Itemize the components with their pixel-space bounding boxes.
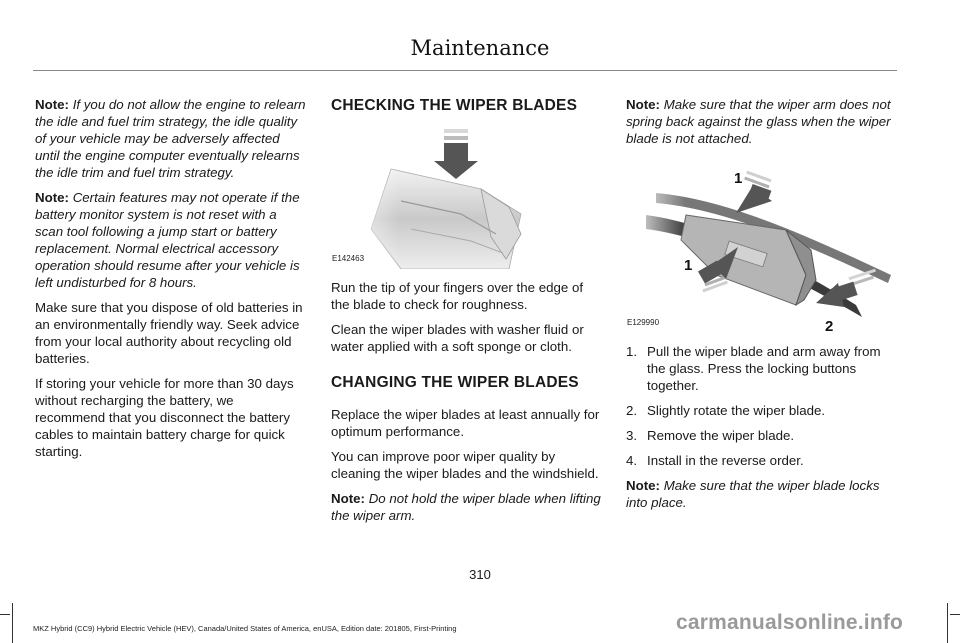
figure-wiper-removal: [626, 155, 898, 333]
list-item: 3. Remove the wiper blade.: [626, 428, 795, 443]
section-heading-changing: CHANGING THE WIPER BLADES: [331, 374, 579, 391]
section-heading-checking: CHECKING THE WIPER BLADES: [331, 97, 578, 114]
column-2: [331, 96, 603, 532]
paragraph-check-roughness: Run the tip of your fingers over the edge of the blade to check for roughness.: [331, 280, 584, 312]
note-battery-idle: [35, 96, 307, 181]
paragraph-replace-annually: Replace the wiper blades at least annually for optimum performance.: [331, 407, 600, 439]
note-label: Note:: [626, 97, 660, 112]
paragraph-clean-blades: Clean the wiper blades with washer fluid or water applied with a soft sponge or cloth.: [331, 322, 584, 354]
wiper-blade-check-illustration: [331, 129, 603, 269]
watermark: carmanualsonline.info: [676, 611, 904, 634]
note-label: Note:: [35, 97, 69, 112]
list-item: 4. Install in the reverse order.: [626, 453, 804, 468]
note-text: If you do not allow the engine to relearn the idle and fuel trim strategy, the idle quality of your vehicle may be adversely affected until the engine computer eventually relearns the idle trim and fuel trim strategy.: [35, 97, 306, 180]
callout-1-lower: 1: [684, 257, 693, 274]
note-text: Do not hold the wiper blade when lifting the wiper arm.: [331, 491, 601, 523]
list-item: 1. Pull the wiper blade and arm away from the glass. Press the locking buttons together.: [626, 344, 881, 393]
note-blade-locks: [626, 477, 898, 511]
crop-mark: [947, 603, 948, 643]
figure-code: E129990: [627, 318, 660, 327]
column-3: [626, 96, 898, 519]
note-wiper-arm: [626, 96, 898, 147]
note-label: Note:: [35, 190, 69, 205]
removal-steps-list: [626, 343, 898, 469]
crop-mark: [12, 603, 13, 643]
page-number: 310: [469, 567, 491, 582]
callout-1-upper: 1: [734, 170, 743, 187]
column-1: [35, 96, 307, 468]
page-title: Maintenance: [410, 36, 550, 60]
callout-2: 2: [825, 318, 834, 333]
crop-mark: [950, 614, 960, 615]
paragraph-improve-quality: You can improve poor wiper quality by cleaning the wiper blades and the windshield.: [331, 449, 599, 481]
figure-wiper-blade-check: [331, 129, 603, 269]
note-label: Note:: [626, 478, 660, 493]
wiper-removal-illustration: [626, 155, 898, 333]
paragraph-dispose-batteries: Make sure that you dispose of old batteries in an environmentally friendly way. Seek advice from your local authority about recycling old batteries.: [35, 300, 303, 366]
note-text: Make sure that the wiper blade locks into place.: [626, 478, 880, 510]
note-label: Note:: [331, 491, 365, 506]
note-text: Make sure that the wiper arm does not spring back against the glass when the wiper blade is not attached.: [626, 97, 891, 146]
note-hold-blade: [331, 490, 603, 524]
list-item: 2. Slightly rotate the wiper blade.: [626, 403, 826, 418]
note-text: Certain features may not operate if the battery monitor system is not reset with a scan tool following a jump start or battery replacement. Normal electrical accessory operation should resume after your vehicle is left undisturbed for 8 hours.: [35, 190, 300, 290]
paragraph-storing-vehicle: If storing your vehicle for more than 30 days without recharging the battery, we recommend that you disconnect the battery cables to maintain battery charge for quick starting.: [35, 376, 294, 459]
footer-edition-text: MKZ Hybrid (CC9) Hybrid Electric Vehicle (HEV), Canada/United States of America, enUSA, Edition date: 201805, First-Printing: [33, 624, 457, 633]
crop-mark: [0, 614, 10, 615]
figure-code: E142463: [332, 254, 365, 263]
note-battery-monitor: [35, 189, 307, 291]
header-rule: [33, 70, 897, 71]
